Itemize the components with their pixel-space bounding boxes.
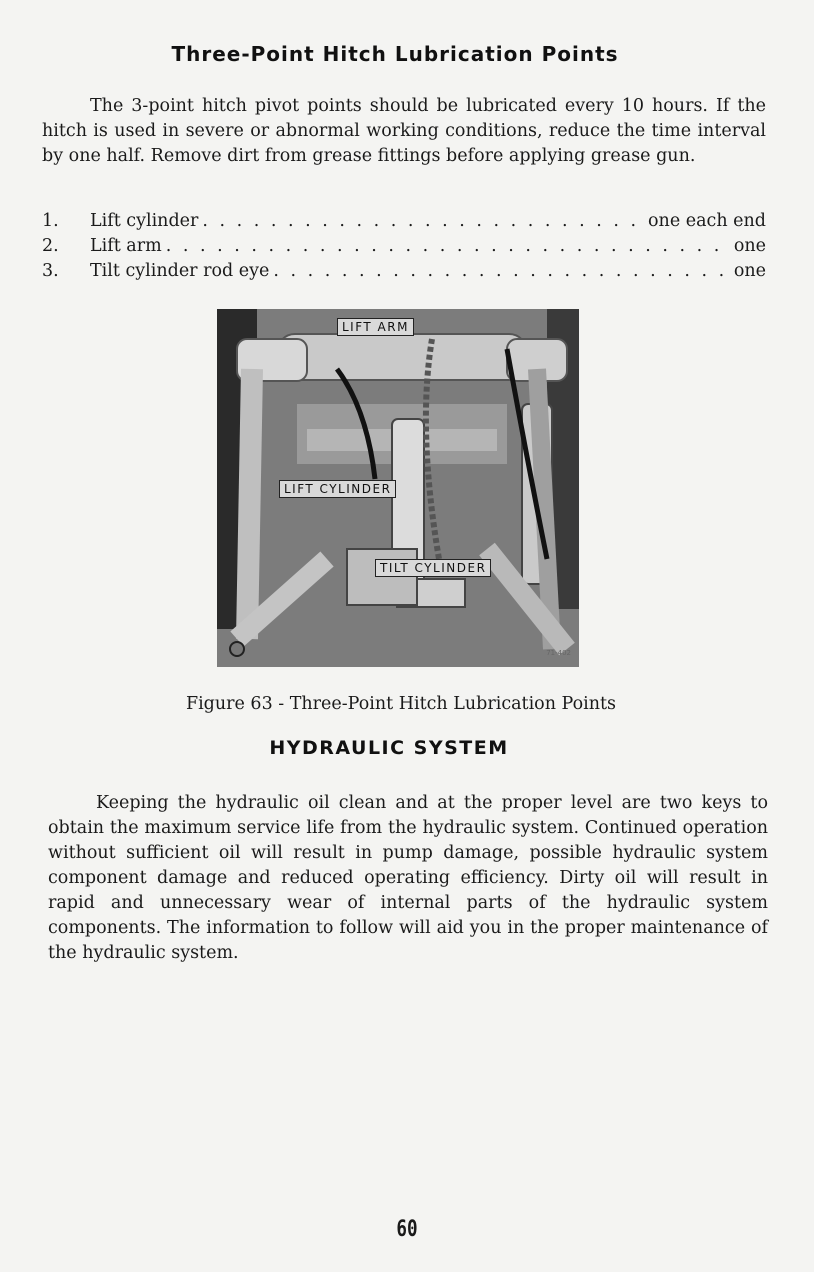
- list-item-label: Lift cylinder: [90, 211, 199, 231]
- lubrication-points-list: [42, 211, 766, 286]
- list-item-number: 3.: [42, 261, 59, 281]
- dot-leader: [273, 261, 729, 281]
- list-item: [42, 236, 766, 261]
- list-item: [42, 211, 766, 236]
- hydraulic-system-paragraph: Keeping the hydraulic oil clean and at the proper level are two keys to obtain the maximum service life from the hydraulic system. Continued operation without sufficient oil will result in pump damage, possible hydraulic system component damage and reduced operating efficiency. Dirty oil will result in rapid and unnecessary wear of internal parts of the hydraulic system components. The information to follow will aid you in the proper maintenance of the hydraulic system.: [48, 793, 768, 963]
- figure-code: 71-402: [546, 649, 571, 657]
- dot-leader: [202, 211, 644, 231]
- section-title-hitch-lubrication: Three-Point Hitch Lubrication Points: [171, 42, 619, 66]
- list-item-number: 2.: [42, 236, 59, 256]
- list-item-value: one: [733, 236, 766, 256]
- list-item-label: Lift arm: [90, 236, 162, 256]
- hitch-photo-illustration: [217, 309, 579, 667]
- section-title-hydraulic-system: HYDRAULIC SYSTEM: [269, 737, 509, 759]
- hitch-photo: [217, 309, 579, 667]
- lift-arm-callout: LIFT ARM: [337, 318, 414, 336]
- list-item-value: one each end: [648, 211, 766, 231]
- list-item-value: one: [733, 261, 766, 281]
- lift-cylinder-callout: LIFT CYLINDER: [279, 480, 396, 498]
- tilt-cylinder-callout: TILT CYLINDER: [375, 559, 491, 577]
- list-item-number: 1.: [42, 211, 59, 231]
- page-number: 60: [396, 1217, 418, 1242]
- list-item-label: Tilt cylinder rod eye: [90, 261, 270, 281]
- list-item: [42, 261, 766, 286]
- figure-caption: Figure 63 - Three-Point Hitch Lubrication Points: [185, 694, 617, 714]
- dot-leader: [166, 236, 730, 256]
- hitch-lubrication-paragraph: The 3-point hitch pivot points should be lubricated every 10 hours. If the hitch is used in severe or abnormal working conditions, reduce the time interval by one half. Remove dirt from grease fittings before applying grease gun.: [42, 96, 766, 166]
